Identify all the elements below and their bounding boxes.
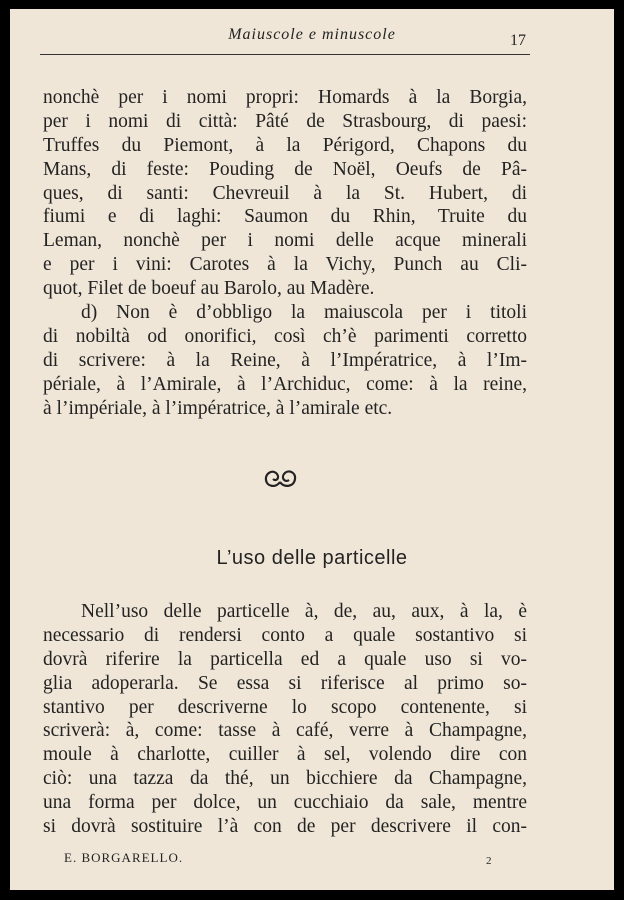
footer-author: E. BORGARELLO.: [64, 850, 184, 865]
text-line: Nell’uso delle particelle à, de, au, aux, à la, è: [81, 601, 527, 622]
text-line: ciò: una tazza da thé, un bicchiere da Champagne,: [43, 768, 527, 790]
text-line: d) Non è d’obbligo la maiuscola per i titoli: [81, 302, 527, 324]
text-line: à l’impériale, à l’impératrice, à l’amirale etc.: [43, 397, 393, 419]
text-line: di nobiltà od onorifici, così ch’è parimenti corretto: [43, 325, 527, 347]
text-line: stantivo per descriverne lo scopo contenente, si: [43, 696, 527, 718]
text-line: quot, Filet de boeuf au Barolo, au Madère.: [43, 278, 375, 300]
text-line: scriverà: à, come: tasse à café, verre à Champagne,: [43, 720, 527, 742]
text-line: périale, à l’Amirale, à l’Archiduc, come: à la reine,: [43, 373, 527, 395]
text-line: di scrivere: à la Reine, à l’Impératrice, à l’Im-: [43, 349, 527, 371]
text-line: moule à charlotte, cuiller à sel, volendo dire con: [43, 744, 527, 766]
text-line: Truffes du Piemont, à la Périgord, Chapons du: [43, 134, 527, 156]
paragraph-block-capitalization: [43, 86, 527, 420]
header-rule: [40, 54, 530, 55]
text-line: e per i vini: Carotes à la Vichy, Punch au Cli-: [43, 254, 527, 276]
text-line: si dovrà sostituire l’à con de per descrivere il con-: [43, 816, 527, 838]
text-line: glia adoperarla. Se essa si riferisce al primo so-: [43, 672, 527, 694]
running-head: [10, 26, 614, 56]
text-line: dovrà riferire la particella ed a quale uso si vo-: [43, 648, 527, 670]
text-line: per i nomi di città: Pâté de Strasbourg, di paesi:: [43, 110, 527, 132]
page-number: 17: [510, 32, 526, 49]
text-line: Mans, di feste: Pouding de Noël, Oeufs de Pâ-: [43, 158, 527, 180]
text-line: ques, di santi: Chevreuil à la St. Hubert, di: [43, 182, 527, 204]
text-line: Leman, nonchè per i nomi delle acque minerali: [43, 230, 527, 252]
text-line: fiumi e di laghi: Saumon du Rhin, Truite du: [43, 206, 527, 228]
paragraph-block-particles: [43, 600, 527, 839]
text-line: necessario di rendersi conto a quale sostantivo si: [43, 624, 527, 646]
section-heading: L’uso delle particelle: [216, 547, 408, 569]
text-line: una forma per dolce, un cucchiaio da sale, mentre: [43, 792, 527, 814]
signature-mark: 2: [486, 855, 492, 867]
text-line: nonchè per i nomi propri: Homards à la Borgia,: [43, 87, 527, 108]
running-title: Maiuscole e minuscole: [228, 26, 396, 43]
ornament-fleuron-icon: [263, 465, 299, 491]
book-page: [10, 9, 614, 890]
